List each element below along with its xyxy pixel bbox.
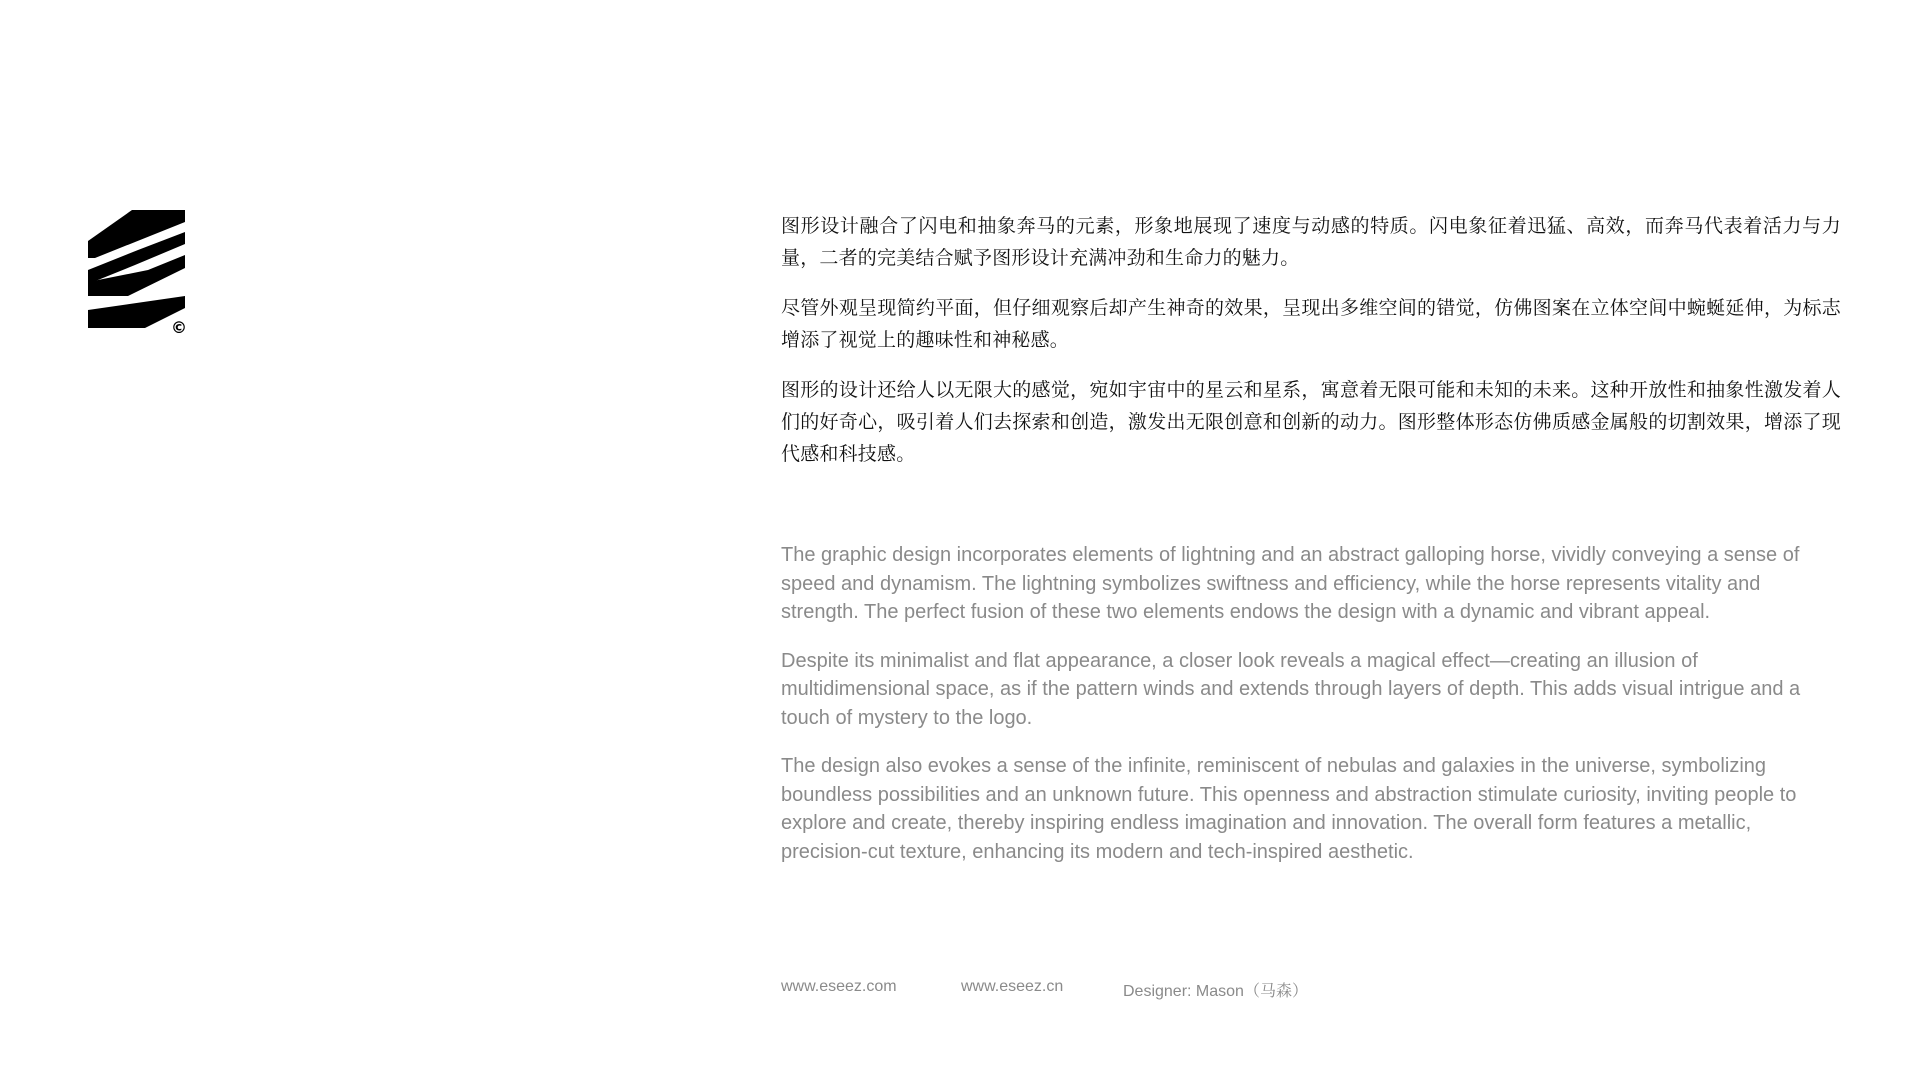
chinese-paragraph: 尽管外观呈现简约平面，但仔细观察后却产生神奇的效果，呈现出多维空间的错觉，仿佛图案在立体空间中蜿蜒延伸，为标志增添了视觉上的趣味性和神秘感。 — [781, 297, 1841, 351]
lightning-horse-logo — [88, 210, 188, 335]
english-description — [781, 541, 1841, 886]
website-com-link[interactable]: www.eseez.com — [781, 978, 897, 995]
english-paragraph: The design also evokes a sense of the infinite, reminiscent of nebulas and galaxies in the universe, symbolizing boundless possibilities and an unknown future. This openness and abstraction stimulate curiosity, inviting people to explore and create, thereby inspiring endless imagination and innovation. The overall form features a metallic, precision-cut texture, enhancing its modern and tech-inspired aesthetic. — [781, 755, 1797, 863]
copyright-mark: © — [171, 318, 187, 335]
english-paragraph: The graphic design incorporates elements of lightning and an abstract galloping horse, vividly conveying a sense of speed and dynamism. The lightning symbolizes swiftness and efficiency, while the horse represents vitality and strength. The perfect fusion of these two elements endows the design with a dynamic and vibrant appeal. — [781, 544, 1800, 623]
chinese-description — [781, 210, 1841, 488]
chinese-paragraph: 图形设计融合了闪电和抽象奔马的元素，形象地展现了速度与动感的特质。闪电象征着迅猛、高效，而奔马代表着活力与力量，二者的完美结合赋予图形设计充满冲劲和生命力的魅力。 — [781, 215, 1841, 269]
website-cn-link[interactable]: www.eseez.cn — [961, 978, 1064, 995]
lightning-horse-logo-icon — [88, 210, 188, 335]
footer — [781, 978, 1841, 1002]
designer-credit: Designer: Mason（马森） — [1123, 983, 1308, 1000]
chinese-paragraph: 图形的设计还给人以无限大的感觉，宛如宇宙中的星云和星系，寓意着无限可能和未知的未来。这种开放性和抽象性激发着人们的好奇心，吸引着人们去探索和创造，激发出无限创意和创新的动力。图形整体形态仿佛质感金属般的切割效果，增添了现代感和科技感。 — [781, 379, 1841, 465]
english-paragraph: Despite its minimalist and flat appearance, a closer look reveals a magical effect—creating an illusion of multidimensional space, as if the pattern winds and extends through layers of depth. This adds visual intrigue and a touch of mystery to the logo. — [781, 649, 1801, 729]
